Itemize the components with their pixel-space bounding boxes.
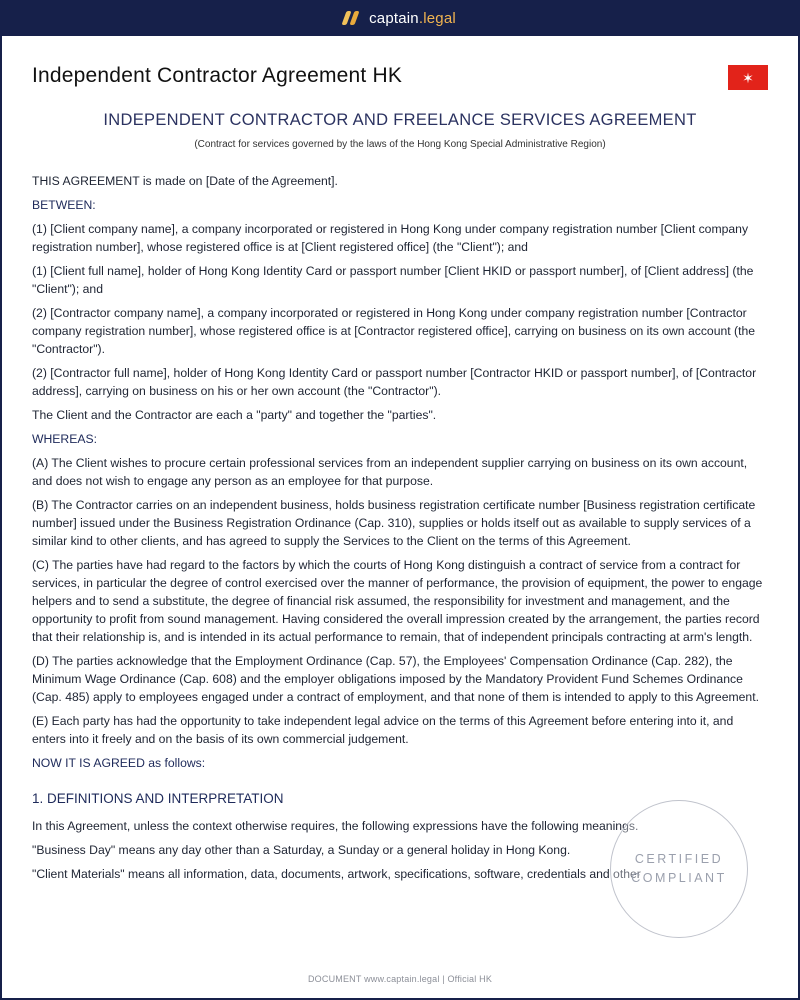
- whereas-label: WHEREAS:: [32, 432, 98, 446]
- between-label: BETWEEN:: [32, 198, 96, 212]
- brand-name: captain: [369, 9, 419, 27]
- party-paragraph: (2) [Contractor company name], a company incorporated or registered in Hong Kong under company registration number [Contractor company registration number], whose registered office is at [Contractor registered office], carrying on business on its own account (the "Contractor").: [32, 306, 756, 356]
- party-paragraph: (1) [Client full name], holder of Hong Kong Identity Card or passport number [Client HKID or passport number], of [Client address] (the "Client"); and: [32, 264, 754, 296]
- agreement-heading: INDEPENDENT CONTRACTOR AND FREELANCE SERVICES AGREEMENT: [103, 111, 697, 129]
- recital-paragraph: (B) The Contractor carries on an independent business, holds business registration certificate number [Business registration certificate number] issued under the Business Registration Ordinance (Cap. 310), supplies or holds itself out as available to supply services of a similar kind to other clients, and has agreed to supply the Services to the Client on the terms of this Agreement.: [32, 498, 756, 548]
- agreed-statement: NOW IT IS AGREED as follows:: [32, 756, 206, 770]
- recital-paragraph: (E) Each party has had the opportunity to take independent legal advice on the terms of this Agreement before entering into it, and enters into it freely and on the basis of its own commercial judgement.: [32, 714, 734, 746]
- captain-logo-mark-icon: [342, 11, 360, 25]
- recital-paragraph: (C) The parties have had regard to the factors by which the courts of Hong Kong distinguish a contract of service from a contract for services, in particular the degree of control exercised over the manner of performance, the provision of equipment, the power to engage helpers and to send a substitute, the degree of financial risk assumed, the responsibility for investment and management, and the opportunity to profit from sound management. Having considered the overall impression created by the arrangement, the parties record that their relationship is, and is intended in its actual performance to remain, that of independent principals contracting at arm's length.: [32, 558, 763, 644]
- page-title: Independent Contractor Agreement HK: [32, 64, 403, 87]
- stamp-line: CERTIFIED: [634, 852, 724, 866]
- party-paragraph: (1) [Client company name], a company incorporated or registered in Hong Kong under company registration number [Client company registration number], whose registered office is at [Client registered office] (the "Client"); and: [32, 222, 749, 254]
- stamp-line: COMPLIANT: [631, 871, 727, 885]
- agreement-subheading: (Contract for services governed by the laws of the Hong Kong Special Administrative Region): [194, 139, 606, 150]
- definition-paragraph: In this Agreement, unless the context otherwise requires, the following expressions have the following meanings.: [32, 819, 639, 833]
- brand-logo[interactable]: [344, 10, 456, 27]
- recital-paragraph: (A) The Client wishes to procure certain professional services from an independent supplier carrying on business on its own account, and does not wish to engage any person as an employee for that purpose.: [32, 456, 748, 488]
- recital-paragraph: (D) The parties acknowledge that the Employment Ordinance (Cap. 57), the Employees' Compensation Ordinance (Cap. 282), the Minimum Wage Ordinance (Cap. 608) and the employer obligations imposed by the Mandatory Provident Fund Schemes Ordinance (Cap. 485) apply to employees engaged under a contract of employment, and that none of them is intended to apply to this Agreement.: [32, 654, 759, 704]
- parties-note: The Client and the Contractor are each a "party" and together the "parties".: [32, 408, 437, 422]
- document-page: [2, 36, 798, 998]
- hong-kong-flag-icon: ✶: [728, 65, 768, 90]
- top-bar: [0, 0, 800, 36]
- definition-paragraph: "Business Day" means any day other than a Saturday, a Sunday or a general holiday in Hong Kong.: [32, 843, 571, 857]
- party-paragraph: (2) [Contractor full name], holder of Hong Kong Identity Card or passport number [Contractor HKID or passport number], of [Contractor address], carrying on business on his or her own account (the "Contractor").: [32, 366, 757, 398]
- document-body: [32, 172, 768, 889]
- section-title: 1. DEFINITIONS AND INTERPRETATION: [32, 791, 284, 806]
- definition-paragraph: "Client Materials" means all information, data, documents, artwork, specifications, software, credentials and other: [32, 867, 641, 881]
- certified-compliant-stamp: [610, 800, 748, 938]
- agreement-intro: THIS AGREEMENT is made on [Date of the Agreement].: [32, 174, 338, 188]
- document-footer: DOCUMENT www.captain.legal | Official HK: [307, 974, 493, 984]
- brand-tld: .legal: [418, 9, 456, 27]
